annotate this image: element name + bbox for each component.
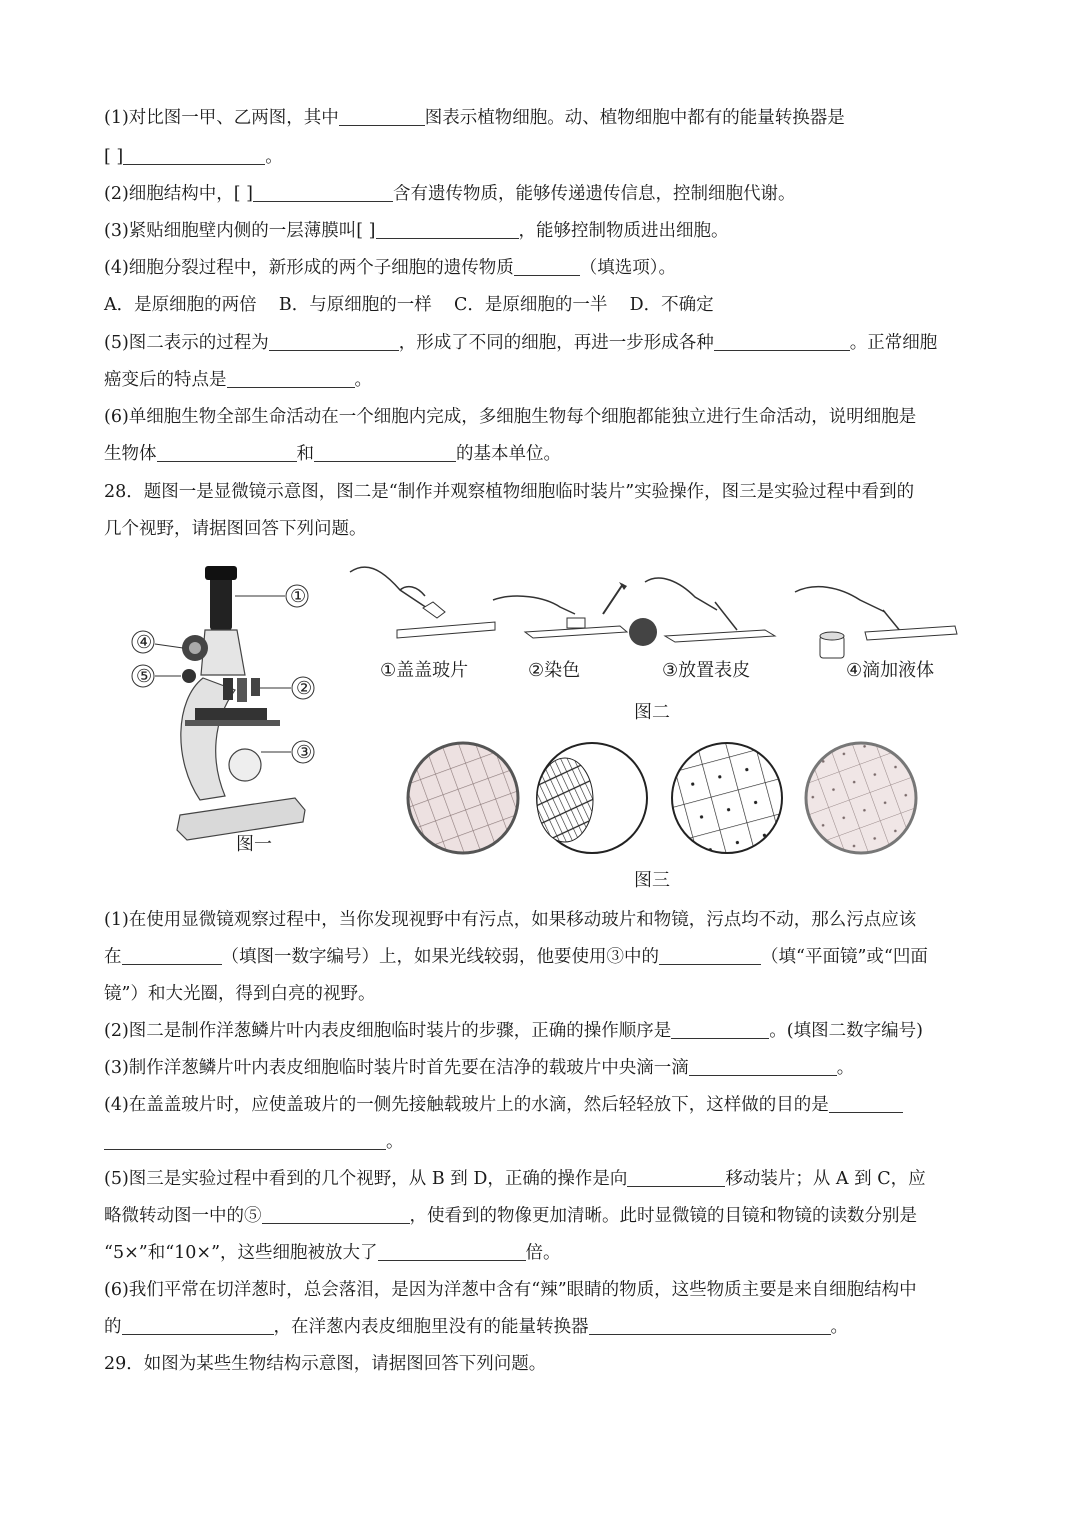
- text: “5×”和“10×”，这些细胞被放大了: [104, 1243, 378, 1263]
- label-4: ④: [136, 632, 153, 653]
- q28-part1-line1: (1)在使用显微镜观察过程中，当你发现视野中有污点，如果移动玻片和物镜，污点均不动，那么污点应该: [104, 910, 917, 930]
- figure-1-caption: 图一: [236, 834, 272, 855]
- q28-part6-line1: (6)我们平常在切洋葱时，总会落泪，是因为洋葱中含有“辣”眼睛的物质，这些物质主要是来自细胞结构中: [104, 1280, 917, 1300]
- q28-part1-line2: [104, 943, 928, 968]
- answer-blank[interactable]: [314, 443, 456, 462]
- text: 。: [354, 370, 372, 390]
- step-4-illustration: [795, 587, 957, 658]
- text: ，使看到的物像更加清晰。此时显微镜的目镜和物镜的读数分别是: [409, 1206, 917, 1226]
- q29-stem: 29．如图为某些生物结构示意图，请据图回答下列问题。: [104, 1354, 547, 1374]
- answer-blank[interactable]: [627, 1168, 725, 1187]
- q28-part5-line2: [104, 1202, 917, 1227]
- fields-of-view-figure: [405, 738, 925, 860]
- microscope-icon: [177, 566, 305, 840]
- step-3-label: ③放置表皮: [662, 660, 751, 681]
- text: 的基本单位。: [456, 444, 561, 464]
- step-2-illustration: [493, 582, 627, 638]
- text: 移动装片；从 A 到 C，应: [725, 1169, 926, 1189]
- view-a: [408, 743, 518, 853]
- answer-blank[interactable]: [378, 1242, 526, 1261]
- answer-blank[interactable]: [671, 1020, 769, 1039]
- text: （填图一数字编号）上，如果光线较弱，他要使用③中的: [221, 947, 659, 967]
- text: 。: [836, 1058, 855, 1078]
- text: (3)紧贴细胞壁内侧的一层薄膜叫[ ]: [104, 221, 376, 241]
- q27-part6-line1: (6)单细胞生物全部生命活动在一个细胞内完成，多细胞生物每个细胞都能独立进行生命活动，说明细胞是: [104, 407, 917, 427]
- text: (5)图三是实验过程中看到的几个视野，从 B 到 D，正确的操作是向: [104, 1169, 628, 1189]
- text: 生物体: [104, 444, 157, 464]
- text: 癌变后的特点是: [104, 370, 227, 390]
- q27-part4: [104, 254, 676, 279]
- q27-part5-line2: [104, 366, 372, 391]
- answer-blank[interactable]: [122, 946, 222, 965]
- q28-part6-line2: [104, 1313, 848, 1338]
- text: 。正常细胞: [849, 333, 938, 353]
- answer-blank[interactable]: [269, 332, 399, 351]
- text: 倍。: [525, 1243, 561, 1263]
- text: (3)制作洋葱鳞片叶内表皮细胞临时装片时首先要在洁净的载玻片中央滴一滴: [104, 1058, 689, 1078]
- text: 。: [830, 1317, 848, 1337]
- q27-part4-options: A．是原细胞的两倍 B．与原细胞的一样 C．是原细胞的一半 D．不确定: [104, 295, 714, 315]
- q28-part4-line2: [104, 1128, 404, 1153]
- step-4-label: ④滴加液体: [846, 660, 935, 681]
- answer-blank[interactable]: [262, 1205, 410, 1224]
- answer-blank[interactable]: [659, 946, 761, 965]
- text: (4)细胞分裂过程中，新形成的两个子细胞的遗传物质: [104, 258, 514, 278]
- q28-stem-line1: 28．题图一是显微镜示意图，图二是“制作并观察植物细胞临时装片”实验操作，图三是实验过程中看到的: [104, 482, 915, 502]
- label-1: ①: [290, 586, 307, 607]
- text: 和: [296, 444, 314, 464]
- answer-blank[interactable]: [227, 369, 355, 388]
- view-d: [806, 743, 916, 853]
- text: (5)图二表示的过程为: [104, 333, 269, 353]
- text: (2)细胞结构中，[ ]: [104, 184, 254, 204]
- q28-stem-line2: 几个视野，请据图回答下列问题。: [104, 519, 367, 539]
- q28-part5-line1: [104, 1165, 926, 1190]
- answer-blank[interactable]: [339, 107, 425, 126]
- figure-3-caption: 图三: [634, 870, 670, 891]
- figure-2-caption: 图二: [634, 702, 670, 723]
- label-2: ②: [296, 678, 313, 699]
- view-c: [672, 743, 782, 853]
- q28-part2: [104, 1017, 923, 1042]
- q28-part3: [104, 1054, 854, 1079]
- answer-blank[interactable]: [104, 1131, 386, 1150]
- answer-blank[interactable]: [376, 220, 519, 239]
- q27-part2: [104, 180, 796, 205]
- step-2-label: ②染色: [528, 660, 581, 681]
- text: 的: [104, 1317, 122, 1337]
- answer-blank[interactable]: [829, 1094, 903, 1113]
- microscope-figure: [125, 560, 330, 860]
- q27-part5-line1: [104, 329, 937, 354]
- text: 。(填图二数字编号): [769, 1021, 923, 1041]
- answer-blank[interactable]: [123, 146, 265, 165]
- q27-part1-line2: [104, 143, 283, 168]
- text: [ ]: [104, 147, 124, 167]
- text: 图表示植物细胞。动、植物细胞中都有的能量转换器是: [424, 108, 845, 128]
- answer-blank[interactable]: [589, 1316, 831, 1335]
- step-1-illustration: [350, 567, 495, 638]
- text: (4)在盖盖玻片时，应使盖玻片的一侧先接触载玻片上的水滴，然后轻轻放下，这样做的目的是: [104, 1095, 829, 1115]
- q27-part3: [104, 217, 729, 242]
- text: ，形成了不同的细胞，再进一步形成各种: [398, 333, 714, 353]
- q28-part1-line3: 镜”）和大光圈，得到白亮的视野。: [104, 984, 376, 1004]
- q27-part1-line1: [104, 104, 845, 129]
- step-1-label: ①盖盖玻片: [380, 660, 469, 681]
- answer-blank[interactable]: [714, 332, 850, 351]
- q27-part6-line2: [104, 440, 561, 465]
- q28-part4-line1: [104, 1091, 903, 1116]
- text: (2)图二是制作洋葱鳞片叶内表皮细胞临时装片的步骤，正确的操作顺序是: [104, 1021, 672, 1041]
- answer-blank[interactable]: [253, 183, 393, 202]
- answer-blank[interactable]: [514, 257, 580, 276]
- text: ，能够控制物质进出细胞。: [518, 221, 729, 241]
- answer-blank[interactable]: [157, 443, 297, 462]
- text: （填“平面镜”或“凹面: [761, 947, 928, 967]
- text: (1)对比图一甲、乙两图，其中: [104, 108, 339, 128]
- text: ，在洋葱内表皮细胞里没有的能量转换器: [273, 1317, 589, 1337]
- text: （填选项）。: [579, 258, 677, 278]
- text: 在: [104, 947, 122, 967]
- answer-blank[interactable]: [689, 1057, 837, 1076]
- answer-blank[interactable]: [122, 1316, 274, 1335]
- label-5: ⑤: [136, 666, 153, 687]
- label-3: ③: [296, 742, 313, 763]
- text: 。: [386, 1132, 404, 1152]
- q28-part5-line3: [104, 1239, 561, 1264]
- text: 含有遗传物质，能够传递遗传信息，控制细胞代谢。: [393, 184, 796, 204]
- text: 。: [265, 147, 283, 167]
- text: 略微转动图一中的⑤: [104, 1206, 262, 1226]
- step-3-illustration: [629, 578, 775, 646]
